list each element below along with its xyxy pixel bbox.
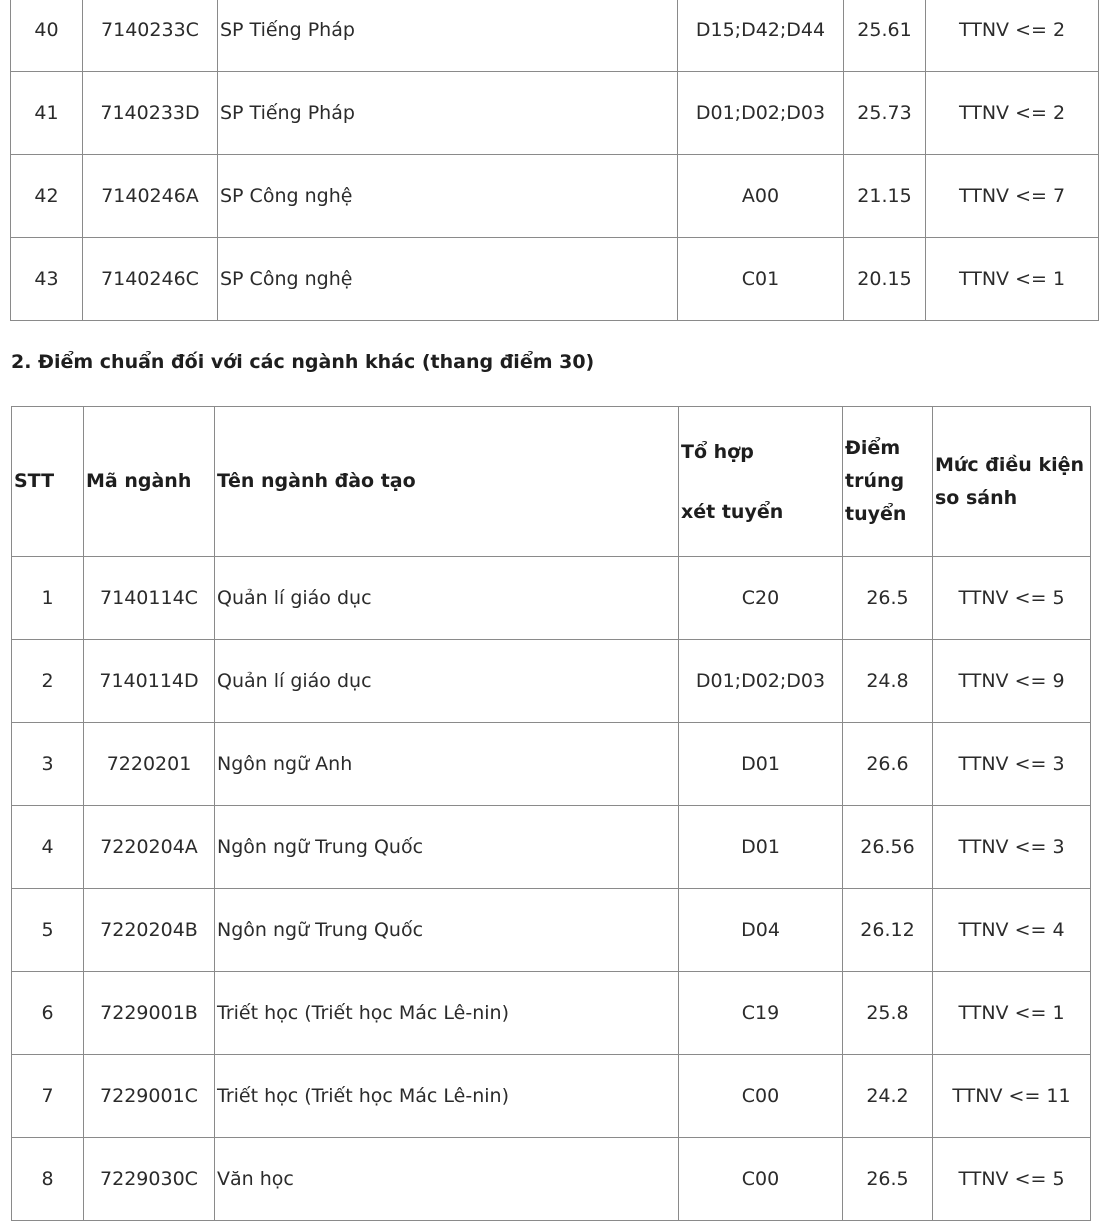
cell-combo: D01 [679, 806, 843, 889]
table-row [12, 972, 1091, 1055]
cell-condition: TTNV <= 5 [933, 557, 1091, 640]
cell-condition: TTNV <= 11 [933, 1055, 1091, 1138]
cell-combo: D01 [679, 723, 843, 806]
cell-name: Quản lí giáo dục [215, 557, 679, 640]
admission-table-part-2 [11, 406, 1091, 1221]
cell-score: 26.6 [843, 723, 933, 806]
cell-stt: 43 [11, 238, 83, 321]
header-name: Tên ngành đào tạo [215, 407, 679, 557]
cell-condition: TTNV <= 2 [926, 0, 1099, 72]
cell-stt: 42 [11, 155, 83, 238]
cell-score: 25.8 [843, 972, 933, 1055]
cell-score: 25.61 [844, 0, 926, 72]
header-stt: STT [12, 407, 84, 557]
cell-stt: 1 [12, 557, 84, 640]
admission-table-part-1 [10, 0, 1099, 321]
cell-name: Văn học [215, 1138, 679, 1221]
cell-condition: TTNV <= 5 [933, 1138, 1091, 1221]
header-score: Điểm trúng tuyển [843, 407, 933, 557]
cell-combo: A00 [678, 155, 844, 238]
table-row [12, 640, 1091, 723]
table-row [12, 1138, 1091, 1221]
cell-score: 25.73 [844, 72, 926, 155]
cell-condition: TTNV <= 9 [933, 640, 1091, 723]
section-heading: 2. Điểm chuẩn đối với các ngành khác (thang điểm 30) [11, 351, 595, 373]
table-row [12, 557, 1091, 640]
cell-code: 7220204A [84, 806, 215, 889]
cell-code: 7140114C [84, 557, 215, 640]
cell-score: 26.12 [843, 889, 933, 972]
cell-condition: TTNV <= 3 [933, 806, 1091, 889]
cell-stt: 8 [12, 1138, 84, 1221]
table-row [11, 0, 1099, 72]
cell-stt: 41 [11, 72, 83, 155]
cell-code: 7140114D [84, 640, 215, 723]
cell-code: 7229030C [84, 1138, 215, 1221]
cell-code: 7220201 [84, 723, 215, 806]
cell-score: 26.5 [843, 1138, 933, 1221]
cell-stt: 3 [12, 723, 84, 806]
cell-combo: C00 [679, 1138, 843, 1221]
cell-name: Triết học (Triết học Mác Lê-nin) [215, 972, 679, 1055]
cell-condition: TTNV <= 3 [933, 723, 1091, 806]
cell-combo: D15;D42;D44 [678, 0, 844, 72]
cell-combo: C19 [679, 972, 843, 1055]
cell-combo: D01;D02;D03 [679, 640, 843, 723]
cell-name: SP Công nghệ [218, 155, 678, 238]
cell-combo: D01;D02;D03 [678, 72, 844, 155]
header-code: Mã ngành [84, 407, 215, 557]
table-1-body [11, 0, 1099, 321]
cell-code: 7220204B [84, 889, 215, 972]
cell-code: 7140233C [83, 0, 218, 72]
cell-combo: C20 [679, 557, 843, 640]
cell-combo: C01 [678, 238, 844, 321]
cell-name: SP Công nghệ [218, 238, 678, 321]
cell-stt: 4 [12, 806, 84, 889]
table-row [11, 155, 1099, 238]
cell-score: 24.2 [843, 1055, 933, 1138]
cell-code: 7140246A [83, 155, 218, 238]
table-row [11, 238, 1099, 321]
cell-condition: TTNV <= 2 [926, 72, 1099, 155]
cell-code: 7140233D [83, 72, 218, 155]
header-condition: Mức điều kiện so sánh [933, 407, 1091, 557]
cell-score: 21.15 [844, 155, 926, 238]
cell-combo: D04 [679, 889, 843, 972]
cell-name: Quản lí giáo dục [215, 640, 679, 723]
cell-name: SP Tiếng Pháp [218, 72, 678, 155]
table-row [11, 72, 1099, 155]
cell-stt: 40 [11, 0, 83, 72]
table-2-body [12, 557, 1091, 1221]
cell-stt: 2 [12, 640, 84, 723]
cell-code: 7140246C [83, 238, 218, 321]
cell-name: Ngôn ngữ Anh [215, 723, 679, 806]
cell-condition: TTNV <= 7 [926, 155, 1099, 238]
cell-score: 24.8 [843, 640, 933, 723]
table-header-row [12, 407, 1091, 557]
cell-condition: TTNV <= 4 [933, 889, 1091, 972]
cell-name: SP Tiếng Pháp [218, 0, 678, 72]
table-2-header [12, 407, 1091, 557]
table-row [12, 889, 1091, 972]
cell-name: Triết học (Triết học Mác Lê-nin) [215, 1055, 679, 1138]
cell-stt: 7 [12, 1055, 84, 1138]
cell-combo: C00 [679, 1055, 843, 1138]
cell-score: 20.15 [844, 238, 926, 321]
cell-code: 7229001B [84, 972, 215, 1055]
cell-score: 26.5 [843, 557, 933, 640]
cell-name: Ngôn ngữ Trung Quốc [215, 889, 679, 972]
table-row [12, 1055, 1091, 1138]
cell-score: 26.56 [843, 806, 933, 889]
cell-condition: TTNV <= 1 [933, 972, 1091, 1055]
cell-name: Ngôn ngữ Trung Quốc [215, 806, 679, 889]
cell-condition: TTNV <= 1 [926, 238, 1099, 321]
cell-code: 7229001C [84, 1055, 215, 1138]
table-row [12, 723, 1091, 806]
table-row [12, 806, 1091, 889]
header-combo: Tổ hợp xét tuyển [679, 407, 843, 557]
cell-stt: 6 [12, 972, 84, 1055]
cell-stt: 5 [12, 889, 84, 972]
